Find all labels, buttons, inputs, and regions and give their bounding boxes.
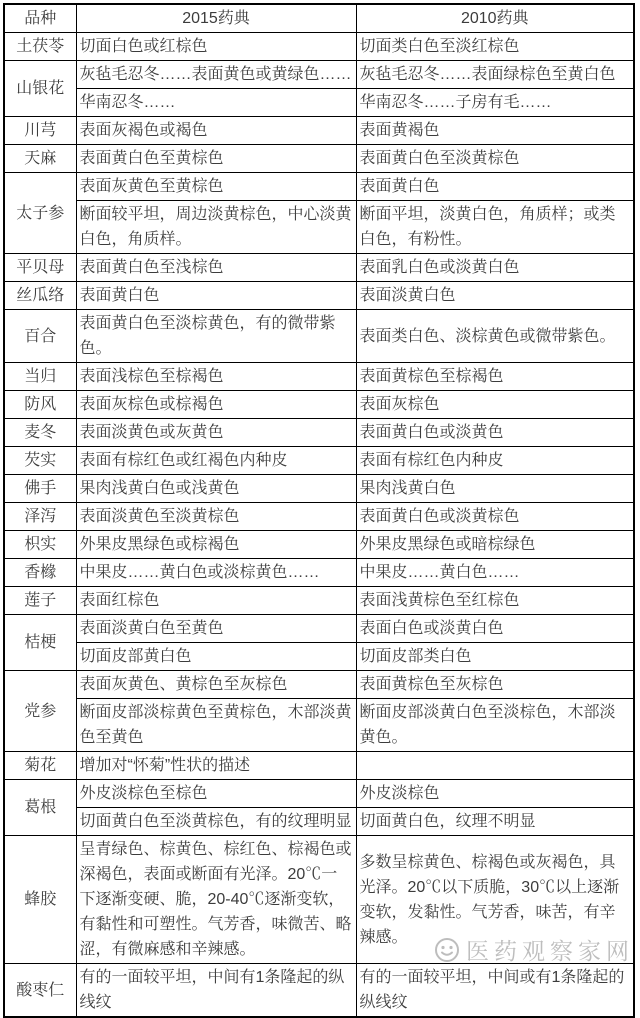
description-2010-cell: 外果皮黑绿色或暗棕绿色	[356, 531, 634, 559]
table-row	[4, 531, 634, 559]
table-row	[4, 447, 634, 475]
variety-name-cell: 佛手	[4, 475, 76, 503]
description-2015-cell: 断面皮部淡棕黄色至黄棕色，木部淡黄色至黄色	[76, 699, 356, 752]
variety-name-cell: 党参	[4, 671, 76, 752]
page	[0, 3, 640, 1011]
description-2010-cell: 表面黄褐色	[356, 117, 634, 145]
col-header-2010-pharmacopoeia: 2010药典	[356, 4, 634, 33]
table-row	[4, 503, 634, 531]
description-2010-cell	[356, 752, 634, 780]
description-2015-cell: 切面黄白色至淡黄棕色，有的纹理明显	[76, 808, 356, 836]
table-row	[4, 33, 634, 61]
description-2010-cell: 表面乳白色或淡黄白色	[356, 254, 634, 282]
variety-name-cell: 山银花	[4, 61, 76, 117]
table-body	[4, 33, 634, 1018]
description-2010-cell: 表面灰棕色	[356, 391, 634, 419]
description-2015-cell: 表面灰褐色或褐色	[76, 117, 356, 145]
description-2010-cell: 多数呈棕黄色、棕褐色或灰褐色，具光泽。20℃以下质脆，30℃以上逐渐变软，发黏性。气芳香，味苦，有辛辣感。	[356, 836, 634, 964]
description-2015-cell: 表面有棕红色或红褐色内种皮	[76, 447, 356, 475]
variety-name-cell: 香橼	[4, 559, 76, 587]
variety-name-cell: 酸枣仁	[4, 964, 76, 1018]
table-row	[4, 201, 634, 254]
description-2010-cell: 灰毡毛忍冬……表面绿棕色至黄白色	[356, 61, 634, 89]
description-2010-cell: 表面浅黄棕色至红棕色	[356, 587, 634, 615]
table-row	[4, 752, 634, 780]
variety-name-cell: 葛根	[4, 780, 76, 836]
col-header-variety: 品种	[4, 4, 76, 33]
table-row	[4, 559, 634, 587]
variety-name-cell: 太子参	[4, 173, 76, 254]
description-2010-cell: 切面黄白色，纹理不明显	[356, 808, 634, 836]
description-2015-cell: 呈青绿色、棕黄色、棕红色、棕褐色或深褐色，表面或断面有光泽。20℃一下逐渐变硬、脆，20-40℃逐渐变软，有黏性和可塑性。气芳香，味微苦、略涩，有微麻感和辛辣感。	[76, 836, 356, 964]
table-row	[4, 173, 634, 201]
description-2010-cell: 中果皮……黄白色……	[356, 559, 634, 587]
description-2010-cell: 表面有棕红色内种皮	[356, 447, 634, 475]
variety-name-cell: 麦冬	[4, 419, 76, 447]
description-2010-cell: 切面皮部类白色	[356, 643, 634, 671]
table-row	[4, 61, 634, 89]
description-2015-cell: 表面淡黄白色至黄色	[76, 615, 356, 643]
description-2015-cell: 表面灰黄色、黄棕色至灰棕色	[76, 671, 356, 699]
watermark-text: 医药观察家网	[466, 938, 634, 964]
description-2010-cell: 表面黄白色或淡黄色	[356, 419, 634, 447]
table-row	[4, 475, 634, 503]
description-2010-cell: 表面黄棕色至棕褐色	[356, 363, 634, 391]
variety-name-cell: 天麻	[4, 145, 76, 173]
variety-name-cell: 芡实	[4, 447, 76, 475]
description-2015-cell: 切面白色或红棕色	[76, 33, 356, 61]
description-2015-cell: 表面黄白色至浅棕色	[76, 254, 356, 282]
description-2010-cell: 外皮淡棕色	[356, 780, 634, 808]
table-row	[4, 145, 634, 173]
description-2010-cell: 有的一面较平坦，中间或有1条隆起的纵线纹	[356, 964, 634, 1018]
variety-name-cell: 百合	[4, 310, 76, 363]
variety-name-cell: 平贝母	[4, 254, 76, 282]
description-2010-cell: 表面白色或淡黄白色	[356, 615, 634, 643]
description-2010-cell: 表面黄白色或淡黄棕色	[356, 503, 634, 531]
description-2010-cell: 华南忍冬……子房有毛……	[356, 89, 634, 117]
variety-name-cell: 桔梗	[4, 615, 76, 671]
table-row	[4, 964, 634, 1018]
table-row	[4, 808, 634, 836]
table-row	[4, 643, 634, 671]
table-row	[4, 363, 634, 391]
table-row	[4, 310, 634, 363]
variety-name-cell: 泽泻	[4, 503, 76, 531]
table-row	[4, 391, 634, 419]
variety-name-cell: 川芎	[4, 117, 76, 145]
description-2015-cell: 灰毡毛忍冬……表面黄色或黄绿色……	[76, 61, 356, 89]
description-2015-cell: 增加对“怀菊”性状的描述	[76, 752, 356, 780]
description-2010-cell: 切面类白色至淡红棕色	[356, 33, 634, 61]
description-2010-cell: 断面平坦，淡黄白色，角质样；或类白色，有粉性。	[356, 201, 634, 254]
description-2015-cell: 表面浅棕色至棕褐色	[76, 363, 356, 391]
description-2015-cell: 切面皮部黄白色	[76, 643, 356, 671]
description-2015-cell: 外果皮黑绿色或棕褐色	[76, 531, 356, 559]
variety-name-cell: 土茯苓	[4, 33, 76, 61]
variety-name-cell: 防风	[4, 391, 76, 419]
table-row	[4, 615, 634, 643]
description-2015-cell: 表面淡黄色或灰黄色	[76, 419, 356, 447]
table-row	[4, 671, 634, 699]
description-2015-cell: 表面红棕色	[76, 587, 356, 615]
description-2015-cell: 表面黄白色	[76, 282, 356, 310]
variety-name-cell: 当归	[4, 363, 76, 391]
variety-name-cell: 蜂胶	[4, 836, 76, 964]
description-2015-cell: 果肉浅黄白色或浅黄色	[76, 475, 356, 503]
description-2015-cell: 表面灰黄色至黄棕色	[76, 173, 356, 201]
variety-name-cell: 枳实	[4, 531, 76, 559]
variety-name-cell: 丝瓜络	[4, 282, 76, 310]
table-row	[4, 780, 634, 808]
table-row	[4, 836, 634, 964]
variety-name-cell: 莲子	[4, 587, 76, 615]
table-row	[4, 89, 634, 117]
description-2015-cell: 断面较平坦，周边淡黄棕色，中心淡黄白色，角质样。	[76, 201, 356, 254]
description-2015-cell: 表面黄白色至淡棕黄色，有的微带紫色。	[76, 310, 356, 363]
description-2015-cell: 华南忍冬……	[76, 89, 356, 117]
table-row	[4, 587, 634, 615]
table-row	[4, 117, 634, 145]
table-row	[4, 254, 634, 282]
description-2015-cell: 表面淡黄色至淡黄棕色	[76, 503, 356, 531]
table-row	[4, 282, 634, 310]
description-2010-cell: 表面黄棕色至灰棕色	[356, 671, 634, 699]
description-2015-cell: 表面灰棕色或棕褐色	[76, 391, 356, 419]
description-2010-cell: 表面黄白色至淡黄棕色	[356, 145, 634, 173]
description-2010-cell: 断面皮部淡黄白色至淡棕色，木部淡黄色。	[356, 699, 634, 752]
table-row	[4, 419, 634, 447]
pharmacopoeia-comparison-table	[3, 3, 635, 1018]
col-header-2015-pharmacopoeia: 2015药典	[76, 4, 356, 33]
description-2010-cell: 果肉浅黄白色	[356, 475, 634, 503]
header-row	[4, 4, 634, 33]
description-2015-cell: 中果皮……黄白色或淡棕黄色……	[76, 559, 356, 587]
variety-name-cell: 菊花	[4, 752, 76, 780]
description-2015-cell: 表面黄白色至黄棕色	[76, 145, 356, 173]
table-row	[4, 699, 634, 752]
description-2015-cell: 外皮淡棕色至棕色	[76, 780, 356, 808]
description-2015-cell: 有的一面较平坦，中间有1条隆起的纵线纹	[76, 964, 356, 1018]
description-2010-cell: 表面黄白色	[356, 173, 634, 201]
description-2010-cell: 表面类白色、淡棕黄色或微带紫色。	[356, 310, 634, 363]
description-2010-cell: 表面淡黄白色	[356, 282, 634, 310]
